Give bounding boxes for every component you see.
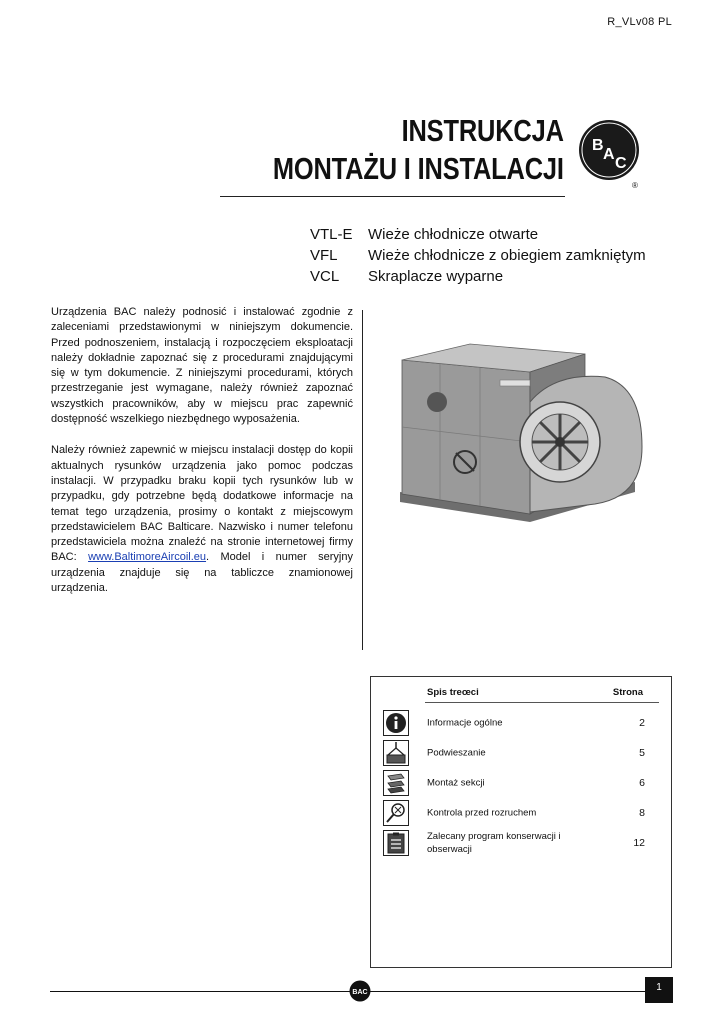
toc-item-label: Kontrola przed rozruchem [427, 807, 537, 819]
product-description: Wieże chłodnicze z obiegiem zamkniętym [368, 247, 646, 264]
toc-item-page: 6 [639, 777, 645, 789]
product-row [310, 245, 646, 266]
title-line-2: MONTAŻU I INSTALACJI [273, 151, 564, 186]
column-divider [362, 310, 363, 650]
toc-item-label: Informacje ogólne [427, 717, 503, 729]
toc-item-label: Zalecany program konserwacji i obserwacji [427, 831, 561, 855]
intro-paragraph-2-text: Należy również zapewnić w miejscu instalacji dostęp do kopii aktualnych rysunków urządzenia jako pomoc podczas instalacji. W przypadku braku kopii tych rysunków lub w przypadku, gdy potrzebne będą dodatkowe informacje na temat tego urządzenia, prosimy o kontakt z miejscowym przedstawicielem BAC Balticare. Nazwisko i numer telefonu przedstawiciela można znaleźć na stronie internetowej firmy BAC: [51, 444, 353, 564]
product-description: Wieże chłodnicze otwarte [368, 226, 539, 243]
product-row [310, 266, 646, 287]
toc-item[interactable] [383, 740, 653, 766]
toc-item-label: Podwieszanie [427, 747, 486, 759]
product-code: VTL-E [310, 226, 353, 243]
logo-letter-a: A [603, 146, 615, 163]
footer-logo-text: BAC [352, 989, 368, 996]
toc-item-page: 12 [633, 837, 645, 849]
cooling-tower-image [380, 332, 650, 532]
toc-item-label: Montaż sekcji [427, 777, 485, 789]
bac-logo [578, 118, 644, 190]
product-list [310, 224, 646, 287]
toc-item-page: 2 [639, 717, 645, 729]
title-line-1: INSTRUKCJA [401, 113, 564, 148]
toc-item[interactable] [383, 800, 653, 826]
intro-paragraph-2-tail: . Model i numer seryjny urządzenia znajduje się na tabliczce znamionowej urządzenia. [51, 551, 353, 595]
lifting-icon [383, 740, 409, 766]
toc-item[interactable] [383, 830, 653, 856]
intro-text [51, 305, 353, 612]
footer-bac-logo [349, 980, 371, 1002]
document-code: R_VLv08 PL [607, 16, 672, 28]
product-description: Skraplacze wyparne [368, 268, 504, 285]
product-code: VCL [310, 268, 340, 285]
intro-paragraph-2 [51, 443, 353, 596]
table-of-contents [370, 676, 672, 968]
toc-header-page: Strona [612, 687, 643, 698]
logo-letter-c: C [615, 155, 627, 172]
inspection-icon [383, 800, 409, 826]
logo-letter-b: B [592, 137, 604, 154]
product-code: VFL [310, 247, 338, 264]
page-number: 1 [645, 977, 673, 1003]
checklist-icon [383, 830, 409, 856]
website-link[interactable]: www.BaltimoreAircoil.eu [88, 551, 207, 564]
info-icon [383, 710, 409, 736]
intro-paragraph-1: Urządzenia BAC należy podnosić i instalować zgodnie z zaleceniami przedstawionymi w niniejszym dokumencie. Przed podnoszeniem, instalacją i rozpoczęciem eksploatacji należy dokładnie zapoznać się z procedurami znajdującymi się w tym dokumencie. Z niniejszymi procedurami, których przestrzeganie jest wymagane, należy również zapoznać wszystkich pracowników, aby w miejscu prac zapewnić dostępność wszelkiego niezbędnego wyposażenia. [51, 306, 353, 426]
document-title [209, 112, 564, 188]
toc-item[interactable] [383, 710, 653, 736]
toc-header-divider [425, 702, 659, 703]
toc-header-label: Spis treœci [427, 687, 479, 698]
toc-item[interactable] [383, 770, 653, 796]
product-row [310, 224, 646, 245]
toc-header [427, 687, 643, 698]
toc-item-page: 5 [639, 747, 645, 759]
assembly-icon [383, 770, 409, 796]
title-divider [220, 196, 565, 197]
toc-item-page: 8 [639, 807, 645, 819]
registered-mark: ® [632, 181, 638, 190]
